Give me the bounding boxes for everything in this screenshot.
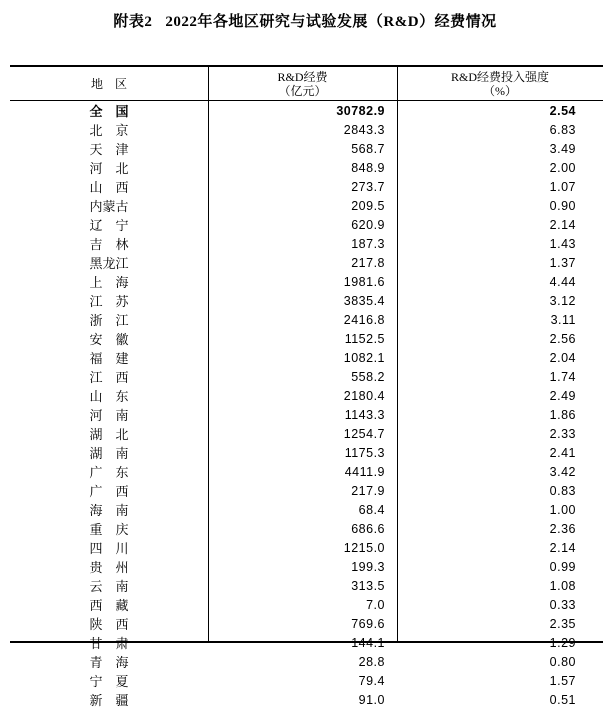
intensity-cell: 0.33 (549, 597, 576, 612)
region-cell: 湖 北 (89, 427, 129, 442)
region-cell: 云 南 (89, 579, 129, 594)
rd-expenditure-table (10, 65, 603, 708)
region-cell: 四 川 (89, 541, 129, 556)
funds-cell: 7.0 (366, 597, 385, 612)
region-cell: 陕 西 (89, 617, 129, 632)
region-cell: 海 南 (89, 503, 129, 518)
intensity-cell: 0.80 (549, 654, 576, 669)
table-row (10, 576, 603, 595)
funds-cell: 1254.7 (343, 426, 385, 441)
intensity-cell: 6.83 (549, 122, 576, 137)
region-cell: 山 西 (89, 180, 129, 195)
table-row (10, 348, 603, 367)
table-row (10, 519, 603, 538)
table-row (10, 671, 603, 690)
funds-cell: 144.1 (351, 635, 385, 650)
intensity-cell: 1.74 (549, 369, 576, 384)
header-funds-line1: R&D经费 (277, 69, 328, 84)
header-funds-line2: （亿元） (278, 83, 327, 98)
funds-cell: 568.7 (351, 141, 385, 156)
intensity-cell: 1.07 (549, 179, 576, 194)
intensity-cell: 3.11 (550, 312, 576, 327)
region-cell: 福 建 (89, 351, 129, 366)
funds-cell: 313.5 (351, 578, 385, 593)
table-row (10, 177, 603, 196)
table-row (10, 101, 603, 120)
region-cell: 浙 江 (89, 313, 129, 328)
funds-cell: 209.5 (351, 198, 385, 213)
table-row (10, 272, 603, 291)
table-body (10, 101, 603, 708)
funds-cell: 79.4 (358, 673, 385, 688)
region-cell: 江 苏 (89, 294, 129, 309)
funds-cell: 4411.9 (344, 464, 385, 479)
column-divider-2 (397, 67, 398, 641)
table-row (10, 538, 603, 557)
intensity-cell: 3.49 (549, 141, 576, 156)
funds-cell: 558.2 (351, 369, 385, 384)
intensity-cell: 2.41 (549, 445, 576, 460)
header-region-label: 地 区 (90, 76, 127, 91)
intensity-cell: 1.43 (549, 236, 576, 251)
header-intensity-line1: R&D经费投入强度 (450, 69, 549, 84)
region-cell: 广 东 (89, 465, 129, 480)
table-row (10, 424, 603, 443)
region-cell: 重 庆 (89, 522, 129, 537)
table-row (10, 690, 603, 709)
funds-cell: 1175.3 (344, 445, 385, 460)
header-intensity (397, 67, 603, 100)
table-row (10, 595, 603, 614)
region-cell: 内蒙古 (89, 199, 129, 214)
funds-cell: 30782.9 (336, 103, 385, 118)
region-cell: 贵 州 (89, 560, 129, 575)
funds-cell: 68.4 (358, 502, 385, 517)
region-cell: 上 海 (89, 275, 129, 290)
intensity-cell: 2.00 (549, 160, 576, 175)
table-row (10, 120, 603, 139)
region-cell: 山 东 (89, 389, 129, 404)
funds-cell: 1082.1 (343, 350, 385, 365)
region-cell: 黑龙江 (89, 256, 129, 271)
intensity-cell: 2.33 (549, 426, 576, 441)
table-row (10, 462, 603, 481)
funds-cell: 273.7 (351, 179, 385, 194)
region-cell: 全 国 (89, 104, 129, 119)
intensity-cell: 3.12 (549, 293, 576, 308)
table-row (10, 443, 603, 462)
intensity-cell: 2.04 (549, 350, 576, 365)
region-cell: 安 徽 (89, 332, 129, 347)
funds-cell: 91.0 (358, 692, 385, 707)
intensity-cell: 0.51 (549, 692, 576, 707)
funds-cell: 1981.6 (343, 274, 385, 289)
table-row (10, 614, 603, 633)
table-row (10, 367, 603, 386)
funds-cell: 620.9 (351, 217, 385, 232)
intensity-cell: 2.14 (549, 217, 576, 232)
intensity-cell: 0.99 (549, 559, 576, 574)
intensity-cell: 1.57 (549, 673, 576, 688)
funds-cell: 1143.3 (344, 407, 385, 422)
table-row (10, 481, 603, 500)
region-cell: 北 京 (89, 123, 129, 138)
region-cell: 宁 夏 (89, 674, 129, 689)
region-cell: 湖 南 (89, 446, 129, 461)
funds-cell: 848.9 (351, 160, 385, 175)
funds-cell: 769.6 (351, 616, 385, 631)
intensity-cell: 2.56 (549, 331, 576, 346)
region-cell: 广 西 (89, 484, 129, 499)
funds-cell: 1215.0 (343, 540, 385, 555)
region-cell: 河 北 (89, 161, 129, 176)
region-cell: 天 津 (89, 142, 129, 157)
header-funds (208, 67, 397, 100)
table-header-row (10, 67, 603, 101)
funds-cell: 217.8 (351, 255, 385, 270)
region-cell: 辽 宁 (89, 218, 129, 233)
funds-cell: 3835.4 (343, 293, 385, 308)
intensity-cell: 1.00 (549, 502, 576, 517)
table-row (10, 405, 603, 424)
intensity-cell: 2.49 (549, 388, 576, 403)
table-number-label: 附表2 (113, 14, 153, 30)
table-row (10, 633, 603, 652)
intensity-cell: 1.86 (549, 407, 576, 422)
region-cell: 甘 肃 (89, 636, 129, 651)
region-cell: 西 藏 (89, 598, 129, 613)
title-text: 2022年各地区研究与试验发展（R&D）经费情况 (165, 14, 497, 30)
region-cell: 河 南 (89, 408, 129, 423)
table-row (10, 158, 603, 177)
table-row (10, 234, 603, 253)
intensity-cell: 2.54 (549, 103, 576, 118)
table-row (10, 386, 603, 405)
table-row (10, 500, 603, 519)
table-row (10, 196, 603, 215)
funds-cell: 187.3 (351, 236, 385, 251)
intensity-cell: 1.37 (549, 255, 576, 270)
intensity-cell: 0.90 (549, 198, 576, 213)
intensity-cell: 3.42 (549, 464, 576, 479)
funds-cell: 28.8 (358, 654, 385, 669)
region-cell: 吉 林 (89, 237, 129, 252)
table-row (10, 291, 603, 310)
intensity-cell: 2.14 (549, 540, 576, 555)
table-row (10, 253, 603, 272)
funds-cell: 199.3 (351, 559, 385, 574)
intensity-cell: 2.36 (549, 521, 576, 536)
funds-cell: 1152.5 (344, 331, 385, 346)
table-row (10, 215, 603, 234)
region-cell: 江 西 (89, 370, 129, 385)
intensity-cell: 4.44 (549, 274, 576, 289)
intensity-cell: 0.83 (549, 483, 576, 498)
funds-cell: 2180.4 (343, 388, 385, 403)
table-row (10, 329, 603, 348)
intensity-cell: 2.35 (549, 616, 576, 631)
intensity-cell: 1.29 (549, 635, 576, 650)
funds-cell: 2416.8 (343, 312, 385, 327)
page-title (0, 13, 610, 31)
table-row (10, 310, 603, 329)
header-region (10, 67, 208, 100)
funds-cell: 217.9 (351, 483, 385, 498)
region-cell: 青 海 (89, 655, 129, 670)
intensity-cell: 1.08 (549, 578, 576, 593)
table-row (10, 139, 603, 158)
funds-cell: 686.6 (351, 521, 385, 536)
header-intensity-line2: （%） (483, 83, 517, 98)
funds-cell: 2843.3 (343, 122, 385, 137)
table-row (10, 652, 603, 671)
column-divider-1 (208, 67, 209, 641)
table-row (10, 557, 603, 576)
region-cell: 新 疆 (89, 693, 129, 708)
